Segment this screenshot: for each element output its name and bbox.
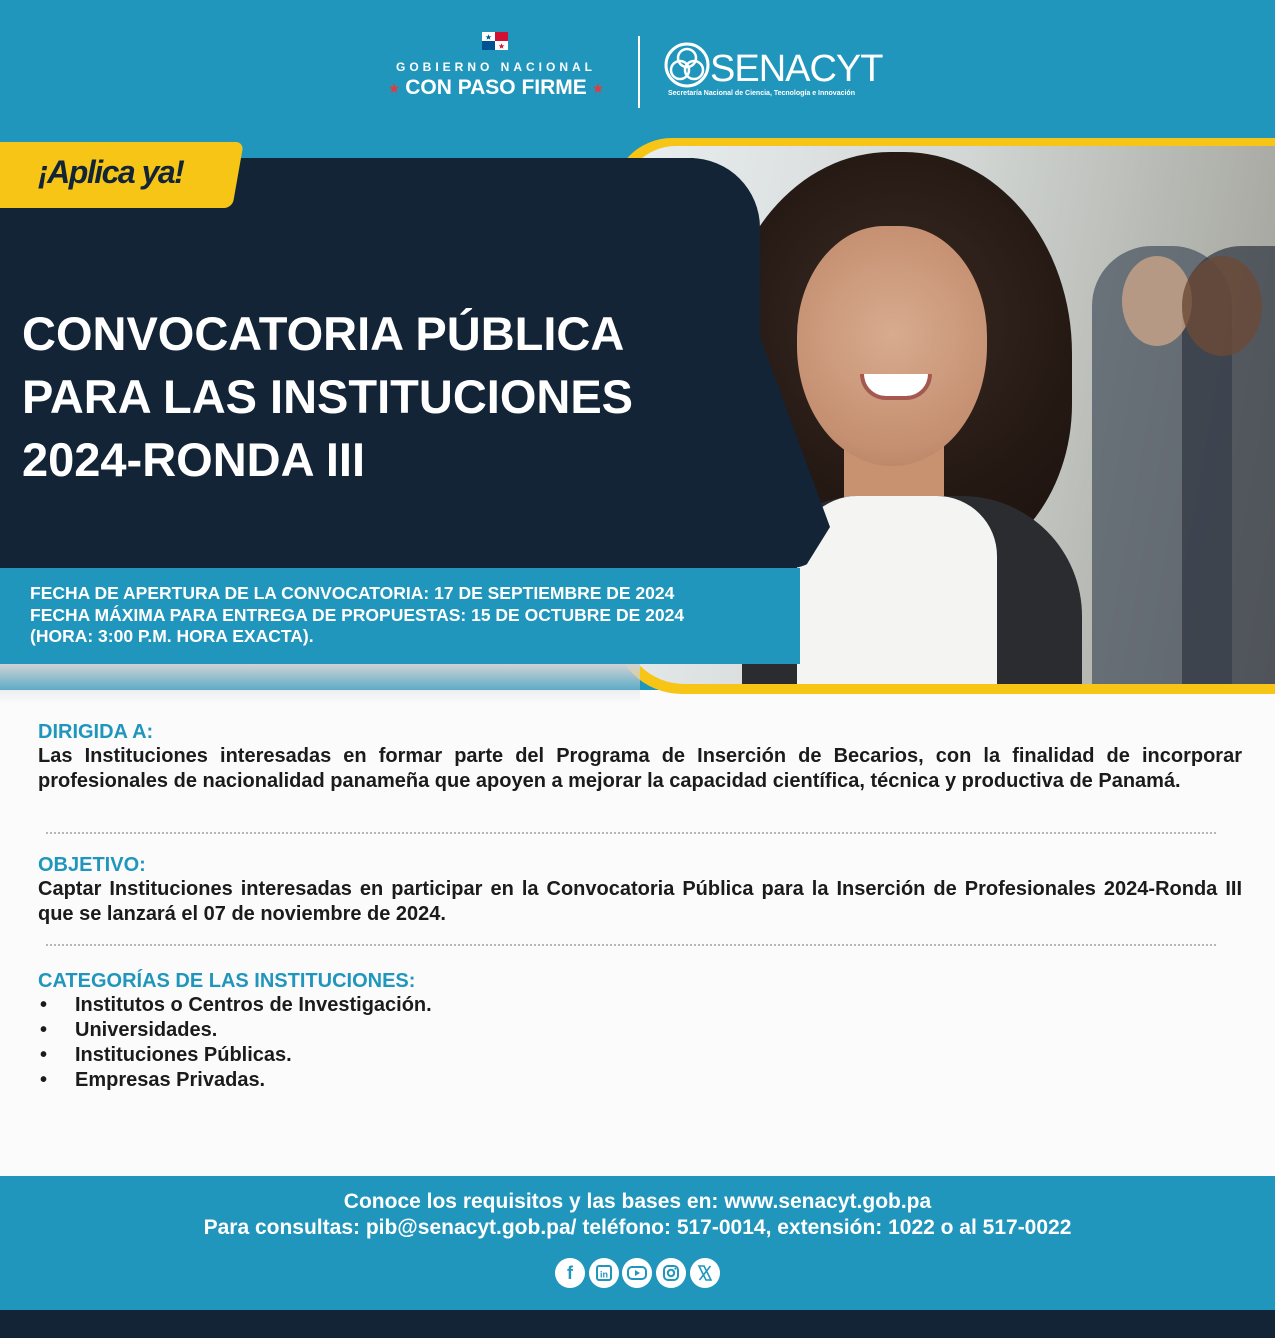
footer-contact: Para consultas: pib@senacyt.gob.pa/ teléfono: 517-0014, extensión: 1022 o al 517-0022 bbox=[203, 1216, 1072, 1239]
gobierno-nacional-text: GOBIERNO NACIONAL bbox=[396, 60, 596, 74]
linkedin-icon[interactable] bbox=[589, 1258, 619, 1288]
title-line: CONVOCATORIA PÚBLICA bbox=[22, 307, 625, 360]
list-item: • Empresas Privadas. bbox=[38, 1068, 1242, 1093]
list-item: • Universidades. bbox=[38, 1018, 1242, 1043]
categorias-section bbox=[38, 969, 1242, 1093]
logo-divider bbox=[638, 36, 640, 108]
senacyt-subtitle: Secretaría Nacional de Ciencia, Tecnología e Innovación bbox=[668, 90, 855, 97]
star-icon: ★ bbox=[592, 81, 604, 96]
senacyt-circles-icon bbox=[664, 42, 710, 88]
instagram-icon[interactable] bbox=[656, 1258, 686, 1288]
dates-text bbox=[30, 583, 770, 648]
section-divider bbox=[46, 832, 1216, 834]
list-item: • Institutos o Centros de Investigación. bbox=[38, 993, 1242, 1018]
panama-flag-icon bbox=[482, 32, 508, 50]
title-line: PARA LAS INSTITUCIONES bbox=[22, 370, 634, 423]
con-paso-firme-label: CON PASO FIRME bbox=[405, 76, 587, 99]
main-title bbox=[22, 302, 722, 491]
footer-requirements: Conoce los requisitos y las bases en: www.senacyt.gob.pa bbox=[343, 1190, 932, 1213]
con-paso-firme-text bbox=[372, 76, 620, 100]
objetivo-body: Captar Instituciones interesadas en participar en la Convocatoria Pública para la Inserción de Profesionales 2024-Ronda III que se lanzará el 07 de noviembre de 2024. bbox=[38, 878, 1242, 925]
youtube-icon[interactable] bbox=[622, 1258, 652, 1288]
section-divider bbox=[46, 944, 1216, 946]
facebook-icon[interactable]: f bbox=[555, 1258, 585, 1288]
deadline-time: (HORA: 3:00 P.M. HORA EXACTA). bbox=[30, 626, 314, 646]
deadline-date: FECHA MÁXIMA PARA ENTREGA DE PROPUESTAS: 15 DE OCTUBRE DE 2024 bbox=[30, 604, 685, 625]
opening-date: FECHA DE APERTURA DE LA CONVOCATORIA: 17 DE SEPTIEMBRE DE 2024 bbox=[30, 583, 675, 603]
dirigida-heading: DIRIGIDA A: bbox=[38, 721, 154, 743]
title-line: 2024-RONDA III bbox=[22, 433, 366, 486]
dirigida-body: Las Instituciones interesadas en formar parte del Programa de Inserción de Becarios, con la finalidad de incorporar profesionales de nacionalidad panameña que apoyen a mejorar la capacidad científica, técnica y productiva de Panamá. bbox=[38, 745, 1242, 792]
senacyt-logo bbox=[664, 42, 894, 104]
star-icon: ★ bbox=[388, 81, 400, 96]
categorias-list bbox=[38, 993, 1242, 1093]
dirigida-section bbox=[38, 720, 1242, 794]
background-face bbox=[1182, 256, 1262, 356]
gobierno-nacional-logo bbox=[372, 32, 620, 104]
list-item: • Instituciones Públicas. bbox=[38, 1043, 1242, 1068]
x-icon[interactable] bbox=[690, 1258, 720, 1288]
svg-text:in: in bbox=[600, 1269, 608, 1280]
woman-face bbox=[797, 226, 987, 466]
objetivo-heading: OBJETIVO: bbox=[38, 854, 146, 876]
bottom-bar bbox=[0, 1310, 1275, 1338]
objetivo-section bbox=[38, 853, 1242, 927]
categorias-heading: CATEGORÍAS DE LAS INSTITUCIONES: bbox=[38, 970, 416, 992]
band-shadow bbox=[0, 664, 640, 704]
aplica-badge-label: ¡Aplica ya! bbox=[38, 154, 184, 190]
senacyt-wordmark: SENACYT bbox=[710, 48, 883, 90]
